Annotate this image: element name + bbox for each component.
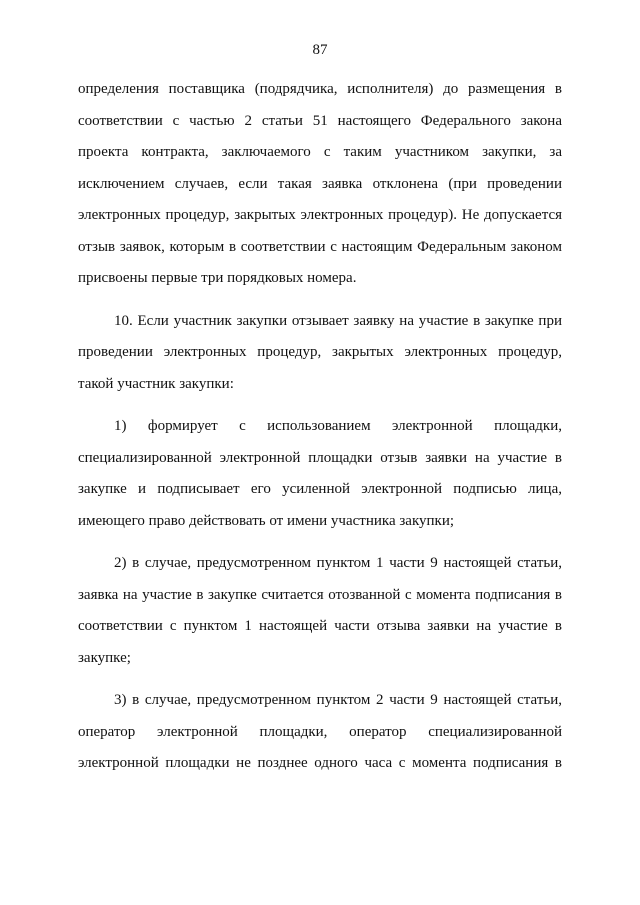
text-line: специализированной электронной площадки отзыв заявки на участие в [78,449,562,466]
text-line: исключением случаев, если такая заявка отклонена (при проведении [78,175,562,192]
text-line: 3) в случае, предусмотренном пунктом 2 части 9 настоящей статьи, [114,692,562,708]
text-line: 10. Если участник закупки отзывает заявку на участие в закупке при [114,312,562,329]
text-line: 2) в случае, предусмотренном пунктом 1 части 9 настоящей статьи, [114,555,562,571]
text-line: присвоены первые три порядковых номера. [78,270,357,286]
text-line: проекта контракта, заключаемого с таким участником закупки, за [78,144,562,160]
list-item-2 [78,548,562,674]
document-body [78,74,562,780]
text-line: проведении электронных процедур, закрытых электронных процедур, [78,344,562,360]
text-line: имеющего право действовать от имени участника закупки; [78,512,455,529]
text-line: такой участник закупки: [78,375,234,392]
text-line: отзыв заявок, которым в соответствии с настоящим Федеральным законом [78,238,562,255]
page-number: 87 [312,42,328,58]
text-line: определения поставщика (подрядчика, исполнителя) до размещения в [78,81,562,97]
text-line: электронной площадки не позднее одного часа с момента подписания в [78,755,562,771]
text-line: заявка на участие в закупке считается отозванной с момента подписания в [78,586,562,603]
list-item-1 [78,411,562,537]
text-line: оператор электронной площадки, оператор специализированной [78,723,562,740]
paragraph-part-10 [78,306,562,401]
text-line: 1) формирует с использованием электронной площадки, [114,418,562,434]
text-line: закупке и подписывает его усиленной электронной подписью лица, [78,481,562,497]
text-line: соответствии с пунктом 1 настоящей части отзыва заявки на участие в [78,618,562,634]
list-item-3 [78,685,562,780]
paragraph-continuation [78,74,562,295]
text-line: электронных процедур, закрытых электронных процедур). Не допускается [78,207,562,223]
text-line: закупке; [78,649,131,666]
text-line: соответствии с частью 2 статьи 51 настоящего Федерального закона [78,112,562,129]
